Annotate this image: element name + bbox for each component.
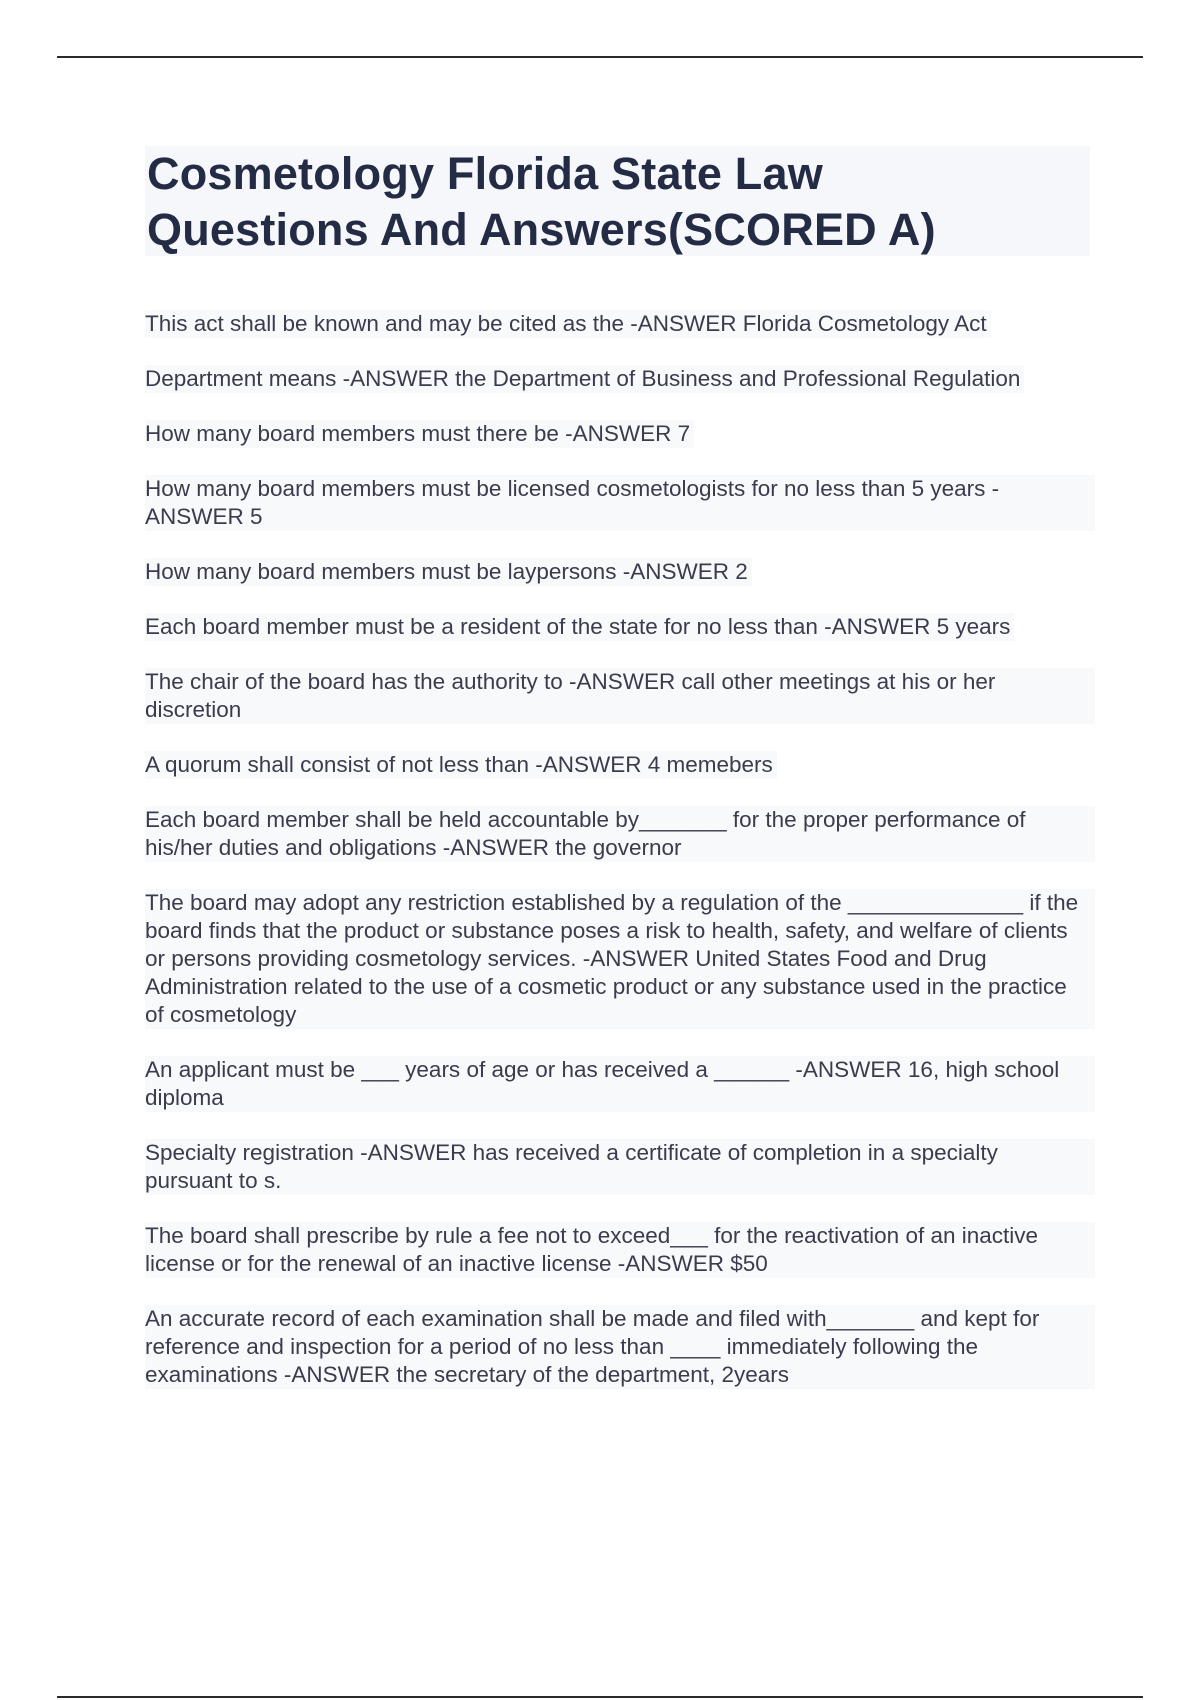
qa-item: The chair of the board has the authority to -ANSWER call other meetings at his or her discretion <box>145 668 1095 724</box>
qa-item: The board may adopt any restriction established by a regulation of the ______________ if the board finds that the product or substance poses a risk to health, safety, and welfare of clients or persons providing cosmetology services. -ANSWER United States Food and Drug Administration related to the use of a cosmetic product or any substance used in the practice of cosmetology <box>145 889 1095 1029</box>
title-line-1: Cosmetology Florida State Law <box>147 148 823 199</box>
qa-item: The board shall prescribe by rule a fee not to exceed___ for the reactivation of an inactive license or for the renewal of an inactive license -ANSWER $50 <box>145 1222 1095 1278</box>
title-line-2: Questions And Answers(SCORED A) <box>147 204 936 255</box>
qa-item: How many board members must be laypersons -ANSWER 2 <box>145 558 752 586</box>
qa-item: Specialty registration -ANSWER has received a certificate of completion in a specialty pursuant to s. <box>145 1139 1095 1195</box>
qa-item: How many board members must be licensed cosmetologists for no less than 5 years -ANSWER 5 <box>145 475 1095 531</box>
qa-item: A quorum shall consist of not less than -ANSWER 4 memebers <box>145 751 777 779</box>
qa-item: Each board member must be a resident of the state for no less than -ANSWER 5 years <box>145 613 1014 641</box>
qa-list <box>145 310 1095 1416</box>
bottom-rule <box>57 1696 1143 1698</box>
document-title <box>147 146 1090 258</box>
qa-item: An accurate record of each examination shall be made and filed with_______ and kept for reference and inspection for a period of no less than ____ immediately following the examinations -ANSWER the secretary of the department, 2years <box>145 1305 1095 1389</box>
qa-item: Department means -ANSWER the Department of Business and Professional Regulation <box>145 365 1024 393</box>
qa-item: How many board members must there be -ANSWER 7 <box>145 420 694 448</box>
qa-item: An applicant must be ___ years of age or has received a ______ -ANSWER 16, high school diploma <box>145 1056 1095 1112</box>
qa-item: This act shall be known and may be cited as the -ANSWER Florida Cosmetology Act <box>145 310 991 338</box>
title-block <box>145 146 1090 256</box>
qa-item: Each board member shall be held accountable by_______ for the proper performance of his/her duties and obligations -ANSWER the governor <box>145 806 1095 862</box>
top-rule <box>57 56 1143 58</box>
